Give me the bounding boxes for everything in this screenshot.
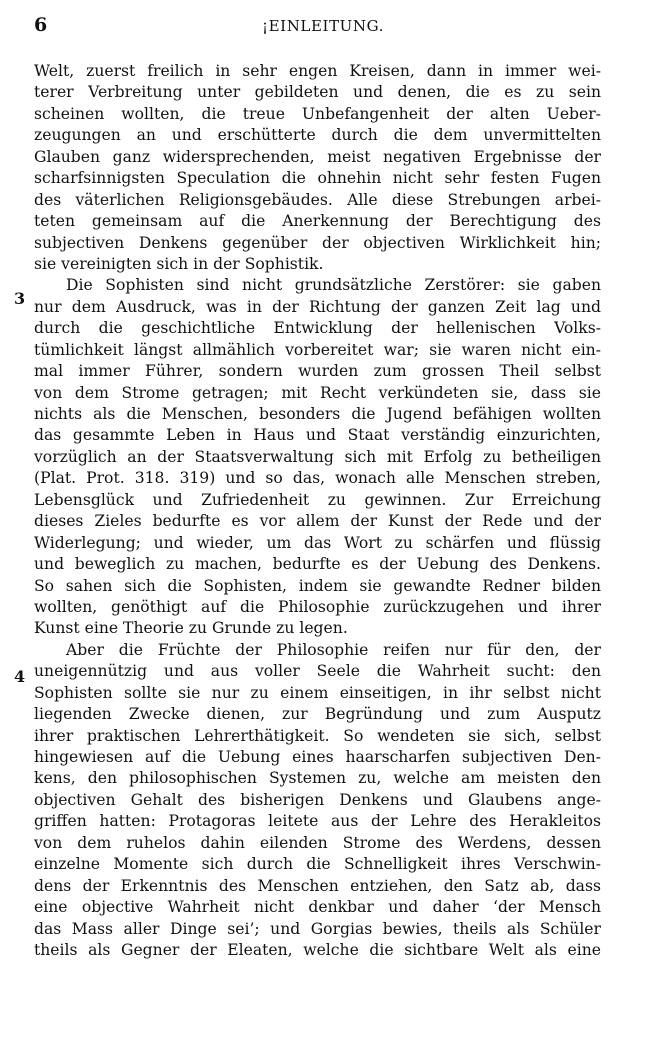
section-number-4: 4	[14, 666, 26, 686]
text-line: von dem Strome getragen; mit Recht verkündeten sie, dass sie	[34, 383, 601, 402]
text-line: Welt, zuerst freilich in sehr engen Kreisen, dann in immer wei-	[34, 62, 601, 80]
text-line: theils als Gegner der Eleaten, welche die sichtbare Welt als eine	[34, 940, 601, 959]
text-line: nur dem Ausdruck, was in der Richtung der ganzen Zeit lag und	[34, 297, 601, 316]
text-line: terer Verbreitung unter gebildeten und denen, die es zu sein	[34, 83, 601, 102]
text-line: durch die geschichtliche Entwicklung der hellenischen Volks-	[34, 319, 601, 338]
text-line: Widerlegung; und wieder, um das Wort zu schärfen und flüssig	[34, 533, 601, 552]
text-line: nichts als die Menschen, besonders die Jugend befähigen wollten	[34, 405, 601, 423]
text-line: dieses Zieles bedurfte es vor allem der Kunst der Rede und der	[34, 512, 601, 531]
text-line: und beweglich zu machen, bedurfte es der Uebung des Denkens.	[34, 555, 601, 574]
text-line: von dem ruhelos dahin eilenden Strome des Werdens, dessen	[34, 833, 601, 852]
text-line: tümlichkeit längst allmählich vorbereitet war; sie waren nicht ein-	[34, 340, 601, 359]
body-text	[34, 61, 601, 961]
text-line: scharfsinnigsten Speculation die ohnehin nicht sehr festen Fugen	[34, 169, 601, 188]
page-number: 6	[34, 14, 48, 36]
text-line: teten gemeinsam auf die Anerkennung der Berechtigung des	[34, 212, 601, 231]
text-line: Aber die Früchte der Philosophie reifen nur für den, der	[66, 640, 601, 659]
text-line: uneigennützig und aus voller Seele die Wahrheit sucht: den	[34, 662, 601, 681]
section-number-3: 3	[14, 288, 26, 308]
text-line: Lebensglück und Zufriedenheit zu gewinnen. Zur Erreichung	[34, 490, 601, 509]
text-line: Glauben ganz widersprechenden, meist negativen Ergebnisse der	[34, 147, 601, 166]
text-line: liegenden Zwecke dienen, zur Begründung und zum Ausputz	[34, 705, 601, 724]
text-line: subjectiven Denkens gegenüber der objectiven Wirklichkeit hin;	[34, 233, 601, 252]
text-line: sie vereinigten sich in der Sophistik.	[34, 254, 324, 273]
text-line: ihrer praktischen Lehrerthätigkeit. So wendeten sie sich, selbst	[34, 726, 601, 745]
running-head: ¡EINLEITUNG.	[262, 17, 385, 35]
text-line: zeugungen an und erschütterte durch die dem unvermittelten	[34, 126, 601, 145]
text-line: einzelne Momente sich durch die Schnelligkeit ihres Verschwin-	[34, 855, 601, 874]
text-line: Sophisten sollte sie nur zu einem einseitigen, in ihr selbst nicht	[34, 683, 601, 702]
text-line: hingewiesen auf die Uebung eines haarscharfen subjectiven Den-	[34, 748, 601, 766]
text-line: eine objective Wahrheit nicht denkbar und daher ‘der Mensch	[34, 898, 601, 917]
text-line: objectiven Gehalt des bisherigen Denkens und Glaubens ange-	[34, 790, 601, 809]
text-line: das gesammte Leben in Haus und Staat verständig einzurichten,	[34, 426, 601, 445]
text-line: dens der Erkenntnis des Menschen entziehen, den Satz ab, dass	[34, 876, 601, 895]
text-line: scheinen wollten, die treue Unbefangenheit der alten Ueber-	[34, 104, 601, 123]
text-line: Die Sophisten sind nicht grundsätzliche Zerstörer: sie gaben	[66, 276, 601, 295]
text-line: So sahen sich die Sophisten, indem sie gewandte Redner bilden	[34, 576, 601, 595]
text-line: Kunst eine Theorie zu Grunde zu legen.	[34, 619, 348, 638]
text-line: vorzüglich an der Staatsverwaltung sich mit Erfolg zu betheiligen	[34, 447, 601, 466]
text-line: wollten, genöthigt auf die Philosophie zurückzugehen und ihrer	[34, 597, 601, 616]
text-line: des väterlichen Religionsgebäudes. Alle diese Strebungen arbei-	[34, 190, 601, 209]
text-line: mal immer Führer, sondern wurden zum grossen Theil selbst	[34, 362, 601, 381]
text-line: (Plat. Prot. 318. 319) und so das, wonach alle Menschen streben,	[34, 469, 601, 488]
text-line: das Mass aller Dinge sei’; und Gorgias bewies, theils als Schüler	[34, 919, 601, 938]
text-line: kens, den philosophischen Systemen zu, welche am meisten den	[34, 769, 601, 788]
text-line: griffen hatten: Protagoras leitete aus der Lehre des Herakleitos	[34, 812, 601, 831]
